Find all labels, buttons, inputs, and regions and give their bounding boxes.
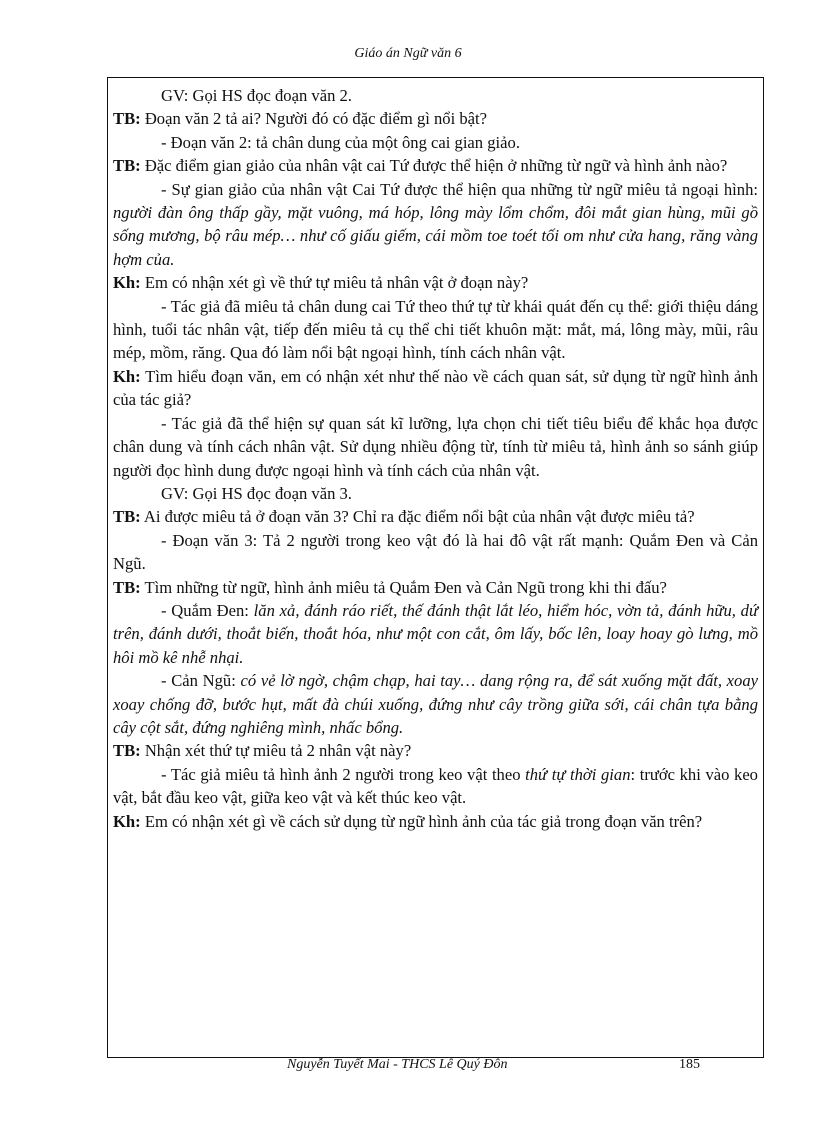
question-text: Tìm những từ ngữ, hình ảnh miêu tả Quắm Đen và Cản Ngũ trong khi thi đấu? bbox=[140, 577, 667, 597]
answer-5: - Đoạn văn 3: Tả 2 người trong keo vật đó là hai đô vật rất mạnh: Quắm Đen và Cản Ngũ. bbox=[113, 530, 758, 574]
question-text: Em có nhận xét gì về thứ tự miêu tả nhân vật ở đoạn này? bbox=[140, 273, 529, 293]
question-tb-1 bbox=[113, 107, 758, 130]
answer-6 bbox=[113, 763, 758, 810]
question-label: TB: bbox=[113, 109, 141, 129]
answer-2 bbox=[113, 178, 758, 272]
question-tb-5 bbox=[113, 739, 758, 762]
answer-lead: - Tác giả miêu tả hình ảnh 2 người trong keo vật theo bbox=[161, 764, 526, 784]
question-kh-3 bbox=[113, 810, 758, 833]
answer-emphasis: thứ tự thời gian bbox=[525, 764, 631, 784]
answer-lead: - Sự gian giảo của nhân vật Cai Tứ được thể hiện qua những từ ngữ miêu tả ngoại hình: bbox=[161, 179, 758, 199]
question-text: Đoạn văn 2 tả ai? Người đó có đặc điểm gì nổi bật? bbox=[140, 109, 487, 129]
question-tb-3 bbox=[113, 505, 758, 528]
answer-3: - Tác giả đã miêu tả chân dung cai Tứ theo thứ tự từ khái quát đến cụ thể: giới thiệu dáng hình, tuổi tác nhân vật, tiếp đến miêu tả cụ thể chi tiết khuôn mặt: mắt, má, lông mày, mũi, râu mép, mồm, răng. Qua đó làm nổi bật ngoại hình, tính cách nhân vật. bbox=[113, 296, 758, 363]
answer-lead: - Cản Ngũ: bbox=[161, 671, 241, 691]
question-text: Em có nhận xét gì về cách sử dụng từ ngữ hình ảnh của tác giả trong đoạn văn trên? bbox=[140, 811, 703, 831]
question-label: TB: bbox=[113, 507, 141, 527]
question-label: Kh: bbox=[113, 273, 141, 293]
question-tb-4 bbox=[113, 576, 758, 599]
question-label: Kh: bbox=[113, 366, 141, 386]
question-label: Kh: bbox=[113, 811, 141, 831]
answer-quam-den bbox=[113, 599, 758, 669]
page-number: 185 bbox=[679, 1057, 700, 1072]
question-text: Tìm hiểu đoạn văn, em có nhận xét như thế nào về cách quan sát, sử dụng từ ngữ hình ảnh của tác giả? bbox=[113, 366, 758, 410]
question-text: Nhận xét thứ tự miêu tả 2 nhân vật này? bbox=[140, 741, 412, 761]
answer-1: - Đoạn văn 2: tả chân dung của một ông cai gian giảo. bbox=[161, 132, 520, 152]
answer-quote: lăn xả, đánh ráo riết, thế đánh thật lắt léo, hiểm hóc, vờn tả, đánh hữu, dứ trên, đánh dưới, thoắt biến, thoắt hóa, như một con cắt, ôm lấy, bốc lên, loay hoay gò lưng, mồ hôi mồ kê nhễ nhại. bbox=[113, 600, 759, 667]
question-text: Ai được miêu tả ở đoạn văn 3? Chỉ ra đặc điểm nổi bật của nhân vật được miêu tả? bbox=[140, 507, 695, 527]
question-label: TB: bbox=[113, 156, 141, 176]
answer-lead: - Quắm Đen: bbox=[161, 600, 254, 620]
question-label: TB: bbox=[113, 577, 141, 597]
answer-quote: có vẻ lờ ngờ, chậm chạp, hai tay… dang rộng ra, để sát xuống mặt đất, xoay xoay chống đỡ, bước hụt, mất đà chúi xuống, đứng như cây trồng giữa sới, cái chân tựa bằng cây cột sắt, đứng nghiêng mình, nhấc bổng. bbox=[113, 671, 759, 737]
question-tb-2 bbox=[113, 154, 758, 177]
paragraph-gv-read-3: GV: Gọi HS đọc đoạn văn 3. bbox=[161, 483, 352, 503]
footer-author: Nguyễn Tuyết Mai - THCS Lê Quý Đôn bbox=[287, 1057, 508, 1072]
answer-quote: người đàn ông thấp gầy, mặt vuông, má hóp, lông mày lổm chổm, đôi mắt gian hùng, mũi gồ sống mương, bộ râu mép… như cố giấu giếm, cái mồm toe toét tối om như cửa hang, răng vàng hợm của. bbox=[113, 203, 758, 269]
paragraph-gv-read-2: GV: Gọi HS đọc đoạn văn 2. bbox=[161, 86, 352, 105]
page-header: Giáo án Ngữ văn 6 bbox=[354, 46, 462, 61]
question-label: TB: bbox=[113, 741, 141, 761]
question-text: Đặc điểm gian giảo của nhân vật cai Tứ được thể hiện ở những từ ngữ và hình ảnh nào? bbox=[140, 156, 728, 176]
question-kh-2 bbox=[113, 365, 758, 412]
answer-4: - Tác giả đã thể hiện sự quan sát kĩ lưỡng, lựa chọn chi tiết tiêu biểu để khắc họa được chân dung và tính cách nhân vật. Sử dụng nhiều động từ, tính từ miêu tả, hình ảnh so sánh giúp người đọc hình dung được ngoại hình và tính cách của nhân vật. bbox=[113, 413, 758, 480]
answer-tail: : trước khi vào keo vật, bắt đầu keo vật, giữa keo vật và kết thúc keo vật. bbox=[113, 764, 758, 808]
question-kh-1 bbox=[113, 271, 758, 294]
answer-can-ngu bbox=[113, 669, 758, 739]
lesson-content bbox=[113, 84, 758, 833]
